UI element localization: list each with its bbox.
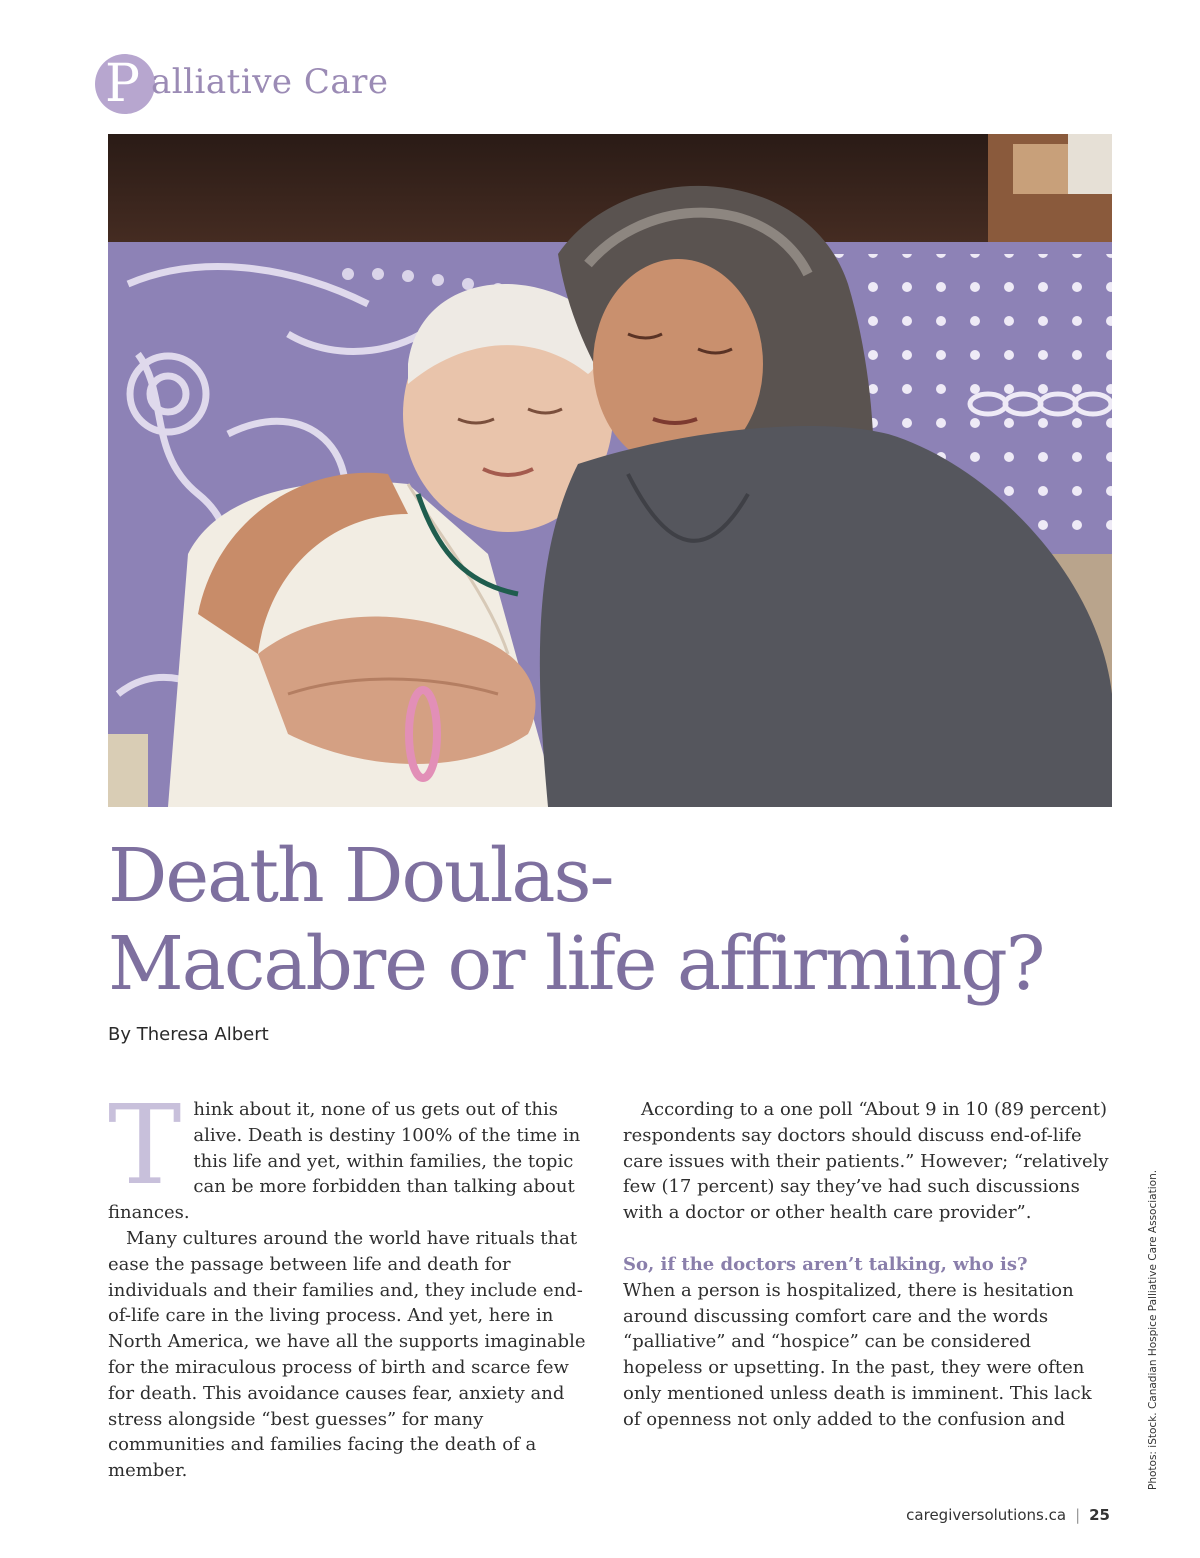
title-line-2: Macabre or life affirming? bbox=[108, 921, 1044, 1007]
section-title: alliative Care bbox=[151, 62, 389, 102]
paragraph-1 bbox=[108, 1081, 598, 1226]
photo-credit: Photos: iStock. Canadian Hospice Palliative Care Association. bbox=[1147, 1169, 1159, 1490]
paragraph-4: When a person is hospitalized, there is hesitation around discussing comfort care and the words “palliative” and “hospice” can be considered hopeless or upsetting. In the past, they were often only mentioned unless death is imminent. This lack of openness not only added to the confusion and bbox=[623, 1279, 1092, 1430]
paragraph-2: Many cultures around the world have rituals that ease the passage between life and death for individuals and their families and, they include end-of-life care in the living process. And yet, here in North America, we have all the supports imaginable for the miraculous process of birth and scarce few for death. This avoidance causes fear, anxiety and stress alongside “best guesses” for many communities and families facing the death of a member. bbox=[108, 1227, 586, 1482]
title-line-1: Death Doulas- bbox=[108, 833, 613, 919]
footer-site-link[interactable]: caregiversolutions.ca bbox=[906, 1506, 1067, 1524]
page-number: 25 bbox=[1089, 1506, 1110, 1524]
page-footer bbox=[906, 1506, 1110, 1524]
article-photo bbox=[108, 134, 1112, 807]
body-column-left bbox=[108, 1081, 598, 1484]
paragraph-1-text: hink about it, none of us gets out of this alive. Death is destiny 100% of the time in this life and yet, within families, the topic can be more forbidden than talking about finances. bbox=[108, 1099, 581, 1224]
photo-image bbox=[108, 134, 1112, 807]
subheading: So, if the doctors aren’t talking, who is? bbox=[623, 1253, 1028, 1275]
byline: By Theresa Albert bbox=[108, 1024, 269, 1045]
section-initial: P bbox=[105, 54, 140, 114]
article-title bbox=[108, 832, 1108, 1008]
footer-separator: | bbox=[1075, 1506, 1081, 1524]
paragraph-3: According to a one poll “About 9 in 10 (89 percent) respondents say doctors should discuss end-of-life care issues with their patients.” However; “relatively few (17 percent) say they’ve had such discussions with a doctor or other health care provider”. bbox=[623, 1099, 1109, 1224]
body-column-right bbox=[623, 1097, 1113, 1433]
drop-cap: T bbox=[108, 1081, 182, 1209]
